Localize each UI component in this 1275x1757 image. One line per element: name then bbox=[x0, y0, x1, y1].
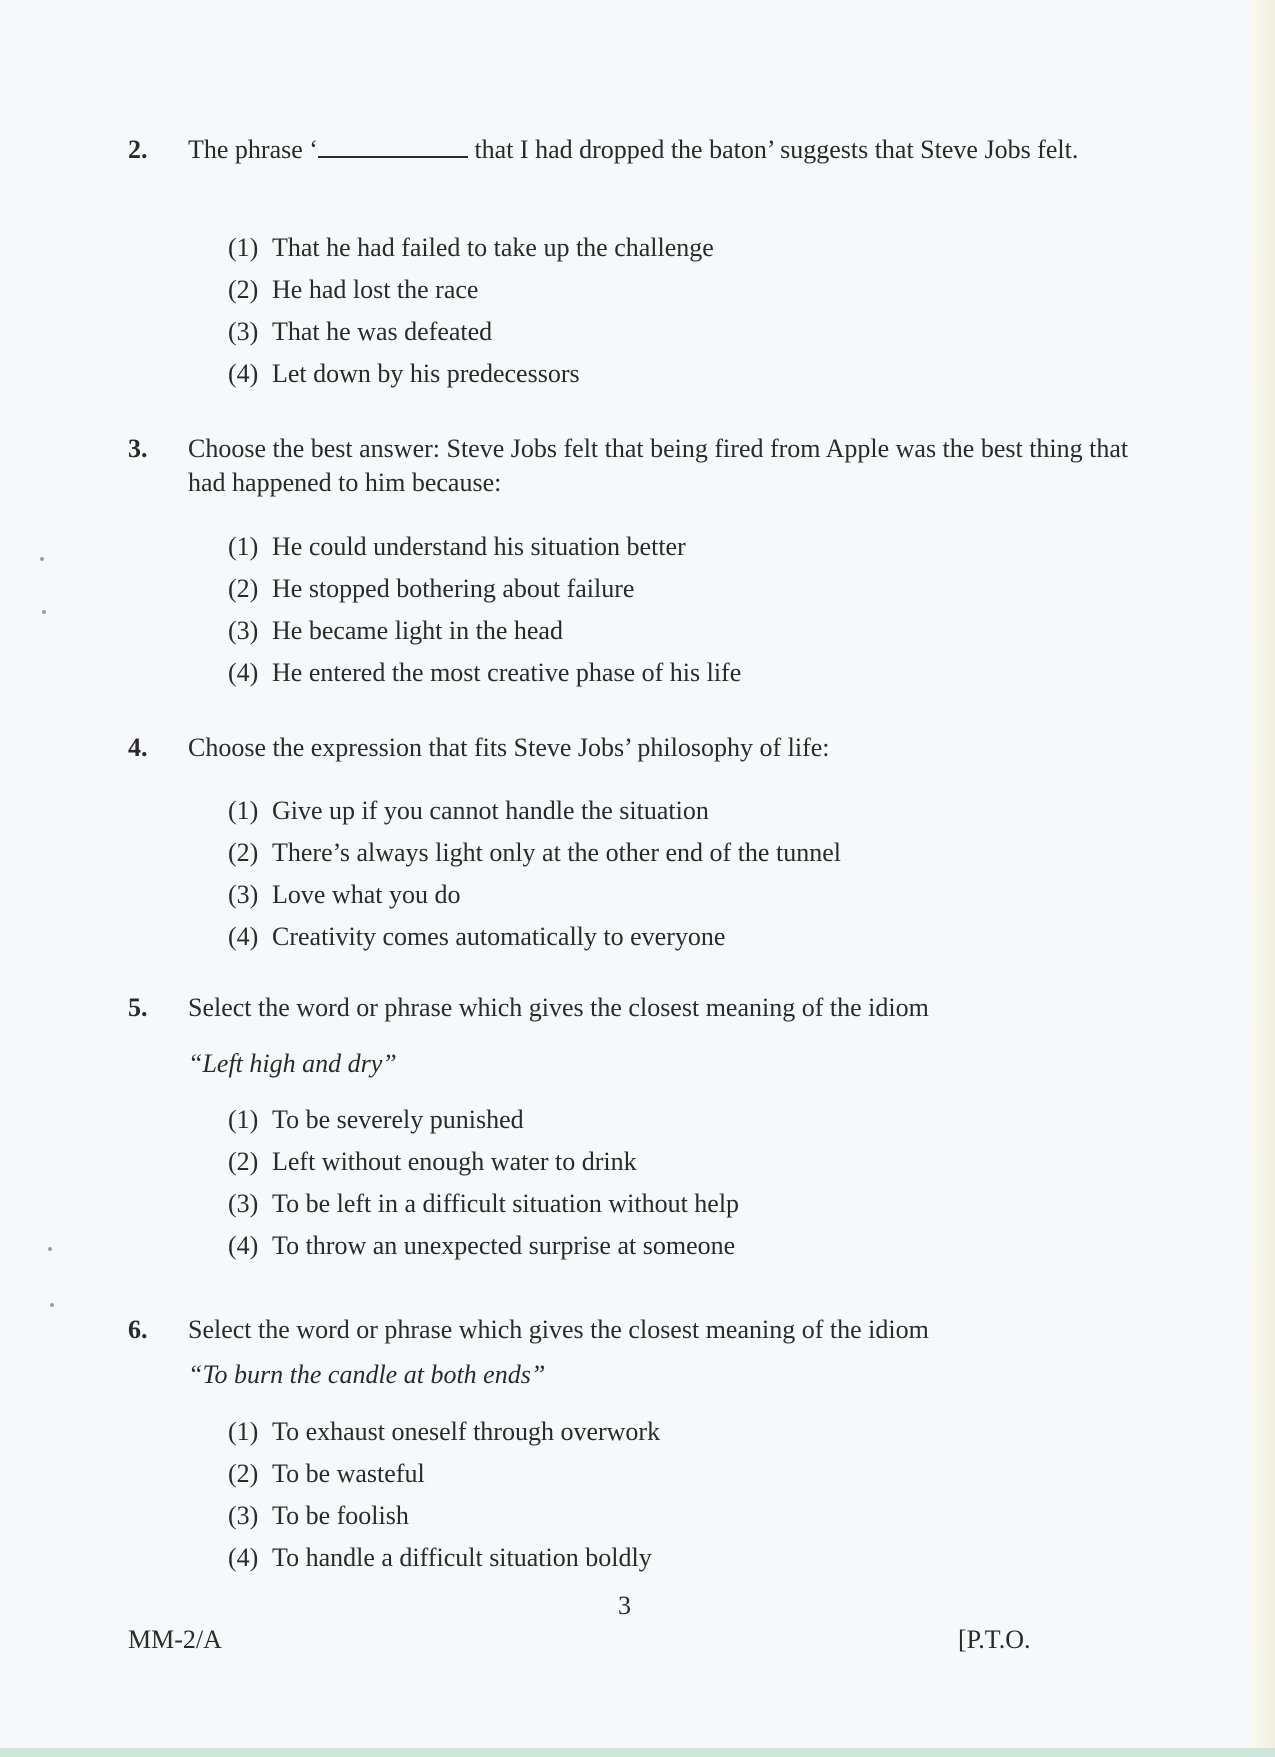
option-text: Give up if you cannot handle the situation bbox=[272, 796, 709, 825]
options-list bbox=[228, 790, 841, 958]
idiom-text: “To burn the candle at both ends” bbox=[188, 1360, 546, 1389]
option-item bbox=[228, 1141, 739, 1183]
options-list bbox=[228, 227, 714, 395]
scan-speck bbox=[50, 1303, 54, 1307]
option-number: (2) bbox=[228, 1147, 259, 1176]
options-list bbox=[228, 1411, 660, 1579]
option-number: (2) bbox=[228, 574, 259, 603]
option-text: He entered the most creative phase of his life bbox=[272, 658, 742, 687]
option-item bbox=[228, 1099, 739, 1141]
option-number: (3) bbox=[228, 880, 259, 909]
option-text: There’s always light only at the other end of the tunnel bbox=[272, 838, 841, 867]
scan-speck bbox=[42, 610, 46, 614]
option-item bbox=[228, 227, 714, 269]
question-number: 3. bbox=[128, 434, 148, 463]
option-number: (3) bbox=[228, 616, 259, 645]
option-item bbox=[228, 269, 714, 311]
scan-speck bbox=[40, 557, 44, 561]
option-text: To throw an unexpected surprise at someone bbox=[272, 1231, 736, 1260]
option-number: (4) bbox=[228, 658, 259, 687]
option-item bbox=[228, 1453, 660, 1495]
question-text bbox=[188, 133, 1148, 167]
option-text: Love what you do bbox=[272, 880, 461, 909]
option-item bbox=[228, 1537, 660, 1579]
page-edge bbox=[1250, 0, 1275, 1757]
option-text: That he had failed to take up the challenge bbox=[272, 233, 714, 262]
option-item bbox=[228, 311, 714, 353]
option-number: (1) bbox=[228, 1105, 259, 1134]
scanner-bottom-strip bbox=[0, 1748, 1275, 1757]
option-number: (4) bbox=[228, 922, 259, 951]
idiom-text: “Left high and dry” bbox=[188, 1049, 397, 1078]
question-number: 4. bbox=[128, 733, 148, 762]
scan-speck bbox=[48, 1247, 52, 1251]
option-text: He stopped bothering about failure bbox=[272, 574, 635, 603]
page-number: 3 bbox=[618, 1591, 631, 1620]
question-text-before-blank: The phrase ‘ bbox=[188, 135, 318, 164]
option-number: (4) bbox=[228, 1543, 259, 1572]
question-number: 2. bbox=[128, 135, 148, 164]
please-turn-over-note: [P.T.O. bbox=[958, 1625, 1031, 1654]
options-list bbox=[228, 1099, 739, 1267]
option-number: (4) bbox=[228, 359, 259, 388]
option-item bbox=[228, 790, 841, 832]
answer-blank bbox=[318, 136, 468, 158]
question-text: Select the word or phrase which gives the closest meaning of the idiom bbox=[188, 993, 929, 1022]
option-text: To handle a difficult situation boldly bbox=[272, 1543, 652, 1572]
option-text: Creativity comes automatically to everyone bbox=[272, 922, 726, 951]
question-number: 5. bbox=[128, 993, 148, 1022]
option-text: He could understand his situation better bbox=[272, 532, 686, 561]
option-number: (1) bbox=[228, 1417, 259, 1446]
option-item bbox=[228, 353, 714, 395]
paper-code: MM-2/A bbox=[128, 1625, 222, 1654]
option-text: To be severely punished bbox=[272, 1105, 524, 1134]
option-number: (2) bbox=[228, 1459, 259, 1488]
option-text: To be left in a difficult situation without help bbox=[272, 1189, 740, 1218]
option-item bbox=[228, 568, 741, 610]
option-number: (2) bbox=[228, 275, 259, 304]
option-item bbox=[228, 1225, 739, 1267]
option-number: (1) bbox=[228, 532, 259, 561]
option-text: That he was defeated bbox=[272, 317, 493, 346]
option-item bbox=[228, 1495, 660, 1537]
option-text: Let down by his predecessors bbox=[272, 359, 580, 388]
option-item bbox=[228, 1411, 660, 1453]
option-text: To be foolish bbox=[272, 1501, 409, 1530]
option-number: (1) bbox=[228, 796, 259, 825]
option-item bbox=[228, 916, 841, 958]
option-item bbox=[228, 874, 841, 916]
options-list bbox=[228, 526, 741, 694]
option-number: (3) bbox=[228, 317, 259, 346]
option-number: (4) bbox=[228, 1231, 259, 1260]
question-text: Choose the best answer: Steve Jobs felt that being fired from Apple was the best thing that had happened to him because: bbox=[188, 434, 1129, 497]
option-text: To exhaust oneself through overwork bbox=[272, 1417, 661, 1446]
option-text: Left without enough water to drink bbox=[272, 1147, 637, 1176]
option-number: (2) bbox=[228, 838, 259, 867]
option-item bbox=[228, 1183, 739, 1225]
question-number: 6. bbox=[128, 1315, 148, 1344]
option-item bbox=[228, 526, 741, 568]
question-text: Select the word or phrase which gives the closest meaning of the idiom bbox=[188, 1315, 929, 1344]
option-number: (3) bbox=[228, 1501, 259, 1530]
option-number: (3) bbox=[228, 1189, 259, 1218]
option-item bbox=[228, 610, 741, 652]
question-text: Choose the expression that fits Steve Jobs’ philosophy of life: bbox=[188, 733, 830, 762]
option-item bbox=[228, 832, 841, 874]
option-text: He became light in the head bbox=[272, 616, 563, 645]
option-text: He had lost the race bbox=[272, 275, 479, 304]
option-item bbox=[228, 652, 741, 694]
option-text: To be wasteful bbox=[272, 1459, 425, 1488]
question-text-after-blank: that I had dropped the baton’ suggests that Steve Jobs felt. bbox=[467, 135, 1079, 164]
option-number: (1) bbox=[228, 233, 259, 262]
